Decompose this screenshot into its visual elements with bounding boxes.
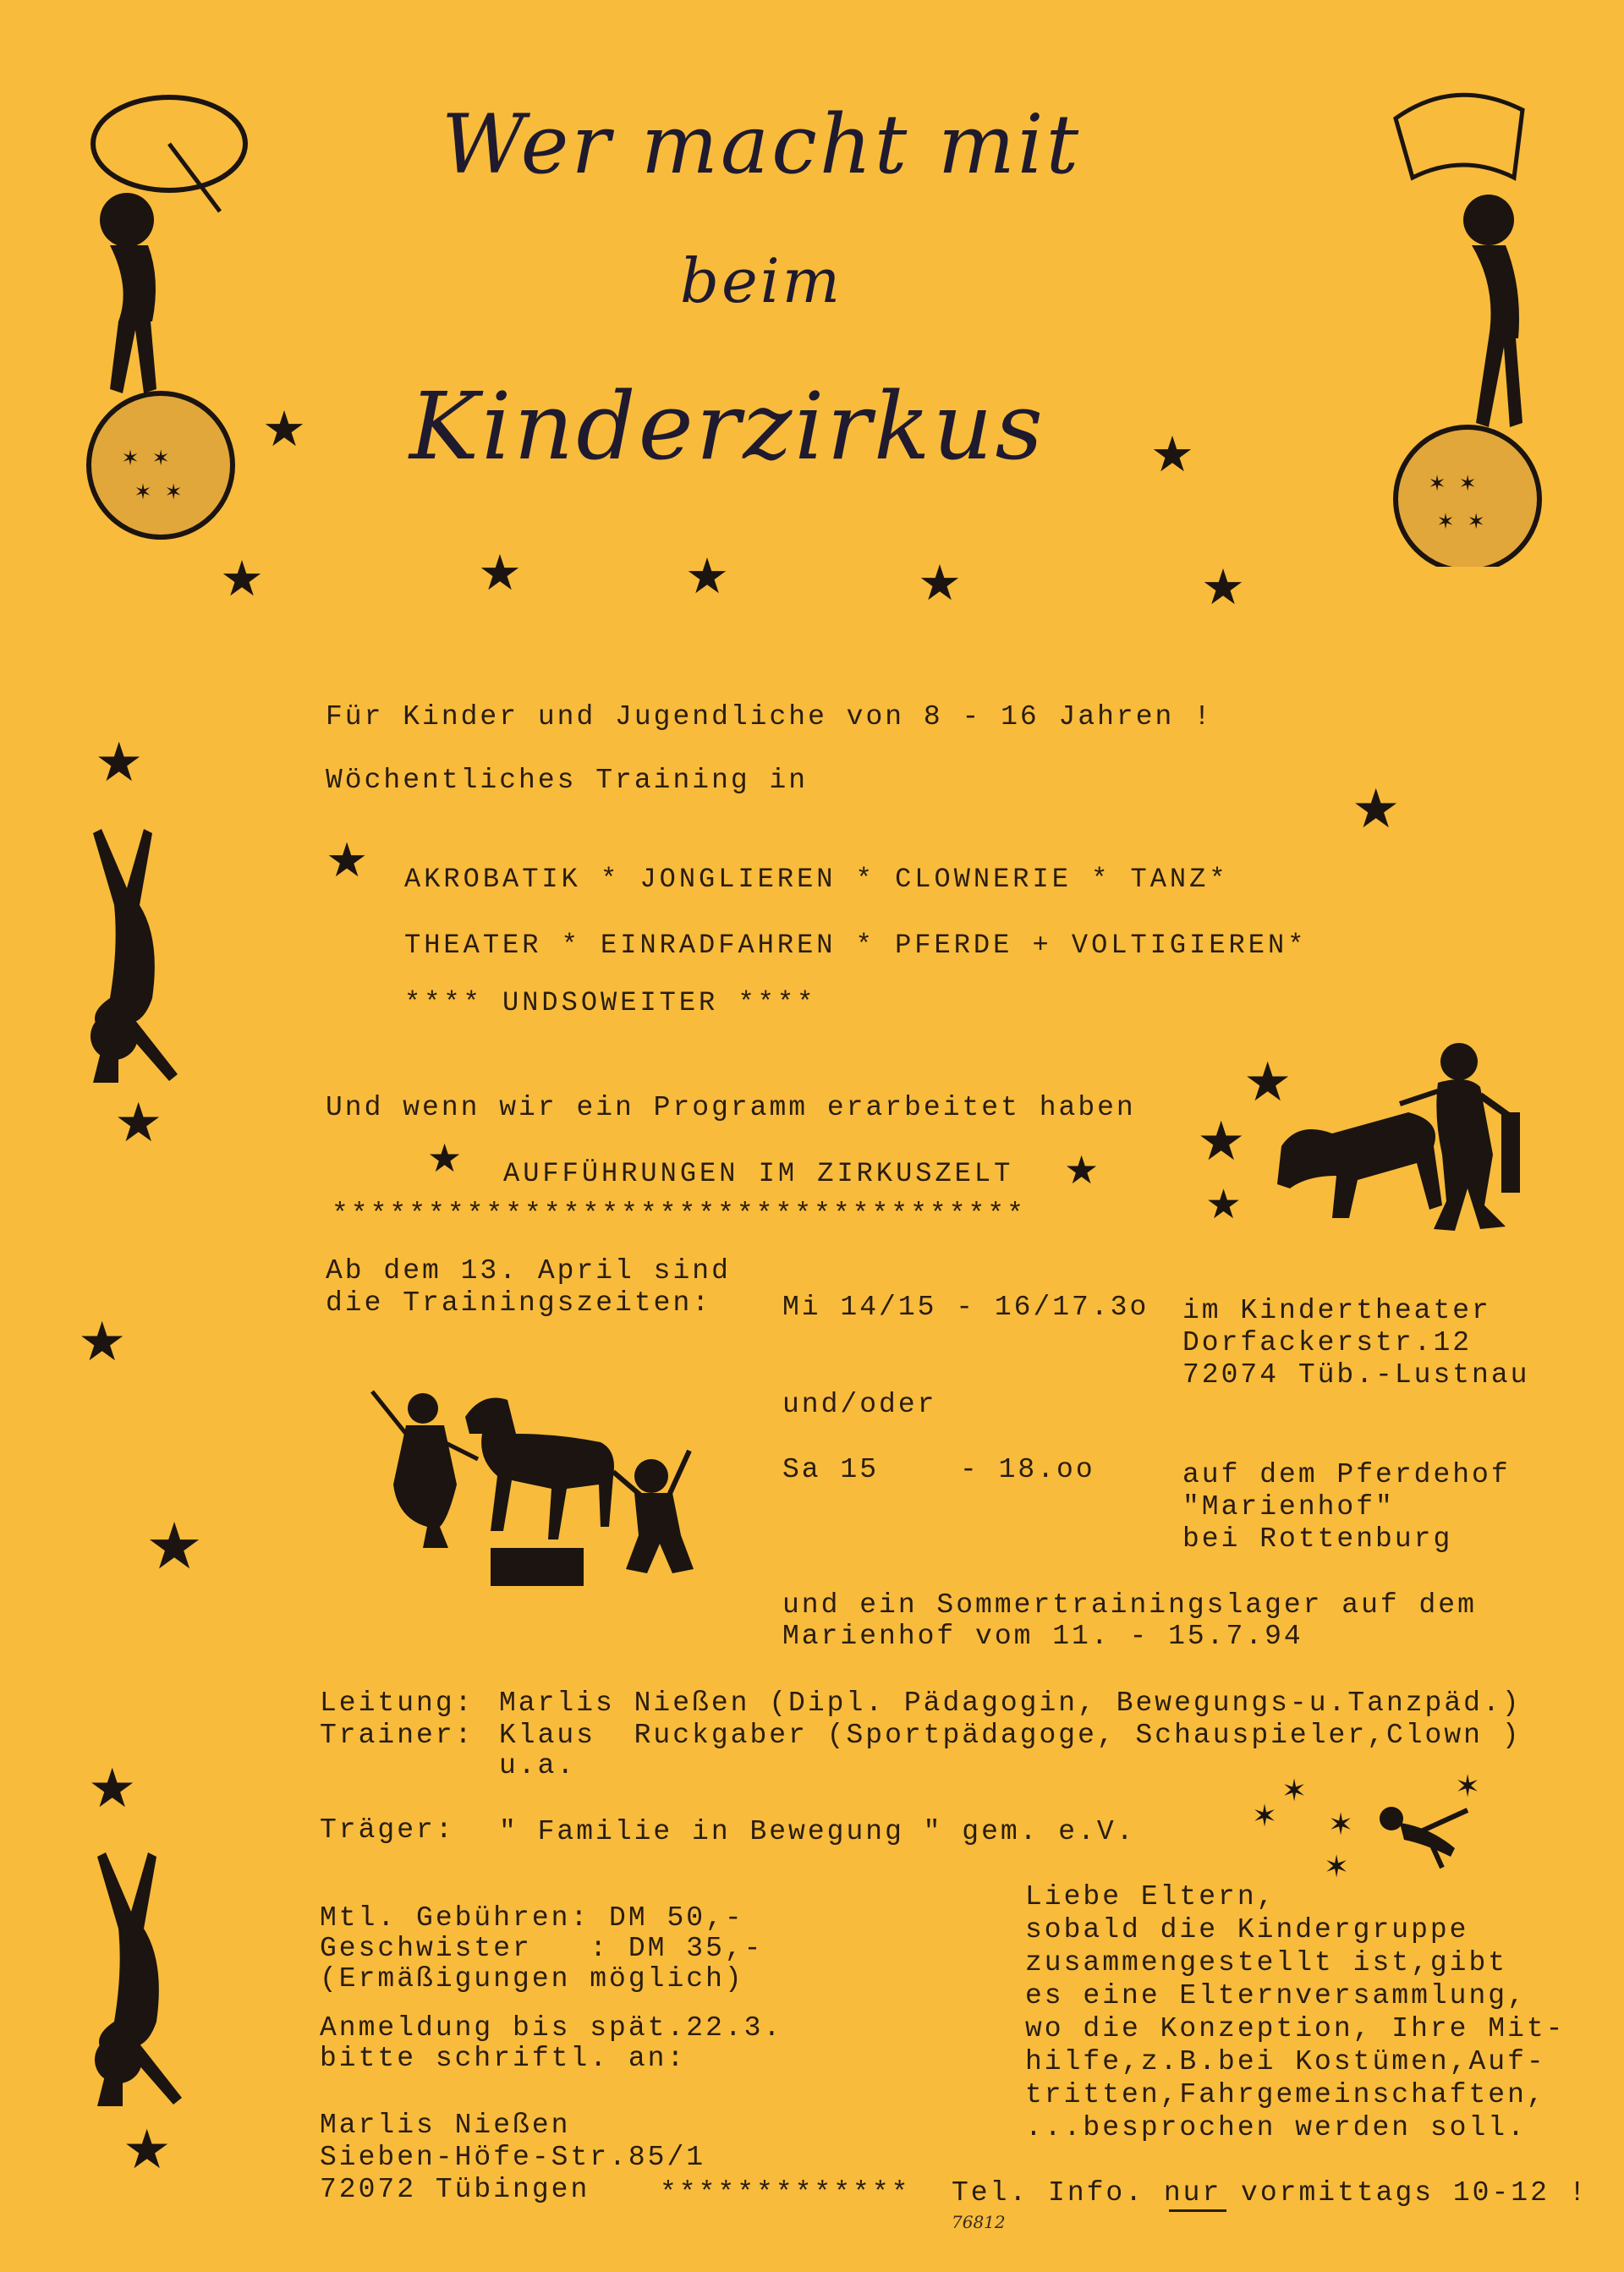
heading-line2: beim: [680, 245, 842, 316]
registration-street: Sieben-Höfe-Str.85/1: [320, 2142, 706, 2173]
schedule-slot2-place-line3: bei Rottenburg: [1182, 1523, 1453, 1555]
star-icon: ★: [145, 1508, 204, 1583]
schedule-intro-line2: die Trainingszeiten:: [326, 1287, 712, 1319]
star-icon: ★: [114, 1092, 163, 1155]
clowns-with-horse-silhouette: [364, 1383, 702, 1594]
intro-audience: Für Kinder und Jugendliche von 8 - 16 Jahren !: [326, 701, 1213, 733]
leitung-value: Marlis Nießen (Dipl. Pädagogin, Bewegungs-u.Tanzpäd.): [499, 1688, 1522, 1719]
parents-note-line1: Liebe Eltern,: [1025, 1881, 1276, 1913]
intro-weekly: Wöchentliches Training in: [326, 765, 809, 796]
star-icon: ✶: [1328, 1808, 1354, 1842]
star-icon: ✶: [1281, 1774, 1308, 1808]
registration-stars: *************: [660, 2177, 911, 2209]
star-icon: ★: [78, 1311, 127, 1374]
star-icon: ✶: [1252, 1799, 1278, 1834]
star-icon: ★: [326, 833, 369, 888]
acrobat-on-ball-silhouette: [1362, 68, 1565, 567]
acrobat-on-ball-silhouette: [51, 68, 254, 541]
activities-line1: AKROBATIK * JONGLIEREN * CLOWNERIE * TANZ*: [404, 864, 1229, 895]
schedule-camp-line1: und ein Sommertrainingslager auf dem: [782, 1589, 1477, 1621]
parents-note-line8: ...besprochen werden soll.: [1025, 2112, 1527, 2143]
trainer-label: Trainer:: [320, 1720, 475, 1751]
star-icon: ★: [1352, 778, 1401, 841]
fees-line1: Mtl. Gebühren: DM 50,-: [320, 1902, 744, 1934]
parents-note-line6: hilfe,z.B.bei Kostümen,Auf-: [1025, 2046, 1546, 2077]
parents-note-line7: tritten,Fahrgemeinschaften,: [1025, 2079, 1546, 2110]
clown-with-dog-silhouette: [1265, 1036, 1544, 1243]
star-icon: ★: [123, 2119, 172, 2181]
fees-line2: Geschwister : DM 35,-: [320, 1933, 764, 1964]
registration-tel: Tel. Info. nur vormittags 10-12 !: [952, 2177, 1588, 2209]
star-icon: ★: [1197, 1111, 1246, 1173]
schedule-slot2-place-line2: "Marienhof": [1182, 1491, 1395, 1523]
registration-line1: Anmeldung bis spät.22.3.: [320, 2012, 783, 2044]
traeger-label: Träger:: [320, 1814, 455, 1846]
schedule-slot1-place-line1: im Kindertheater: [1182, 1295, 1491, 1326]
activities-line3: **** UNDSOWEITER ****: [404, 987, 817, 1018]
star-icon: ★: [1243, 1051, 1292, 1114]
trainer-value: Klaus Ruckgaber (Sportpädagoge, Schauspieler,Clown ): [499, 1720, 1522, 1751]
tel-underline: [1169, 2209, 1226, 2212]
svg-text:✶ ✶: ✶ ✶: [1438, 508, 1484, 537]
schedule-camp-line2: Marienhof vom 11. - 15.7.94: [782, 1621, 1303, 1652]
traeger-value: " Familie in Bewegung " gem. e.V.: [499, 1816, 1136, 1847]
svg-text:✶ ✶: ✶ ✶: [135, 479, 182, 508]
star-icon: ★: [262, 400, 306, 458]
schedule-slot1-time: Mi 14/15 - 16/17.3o: [782, 1292, 1149, 1323]
heading-line3: Kinderzirkus: [409, 372, 1045, 480]
parents-note-line2: sobald die Kindergruppe: [1025, 1914, 1469, 1945]
parents-note-line3: zusammengestellt ist,gibt: [1025, 1947, 1508, 1978]
schedule-slot2-end: - 18.oo: [960, 1454, 1095, 1485]
star-icon: ★: [88, 1758, 137, 1820]
leitung-label: Leitung:: [320, 1688, 475, 1719]
star-icon: ★: [1201, 558, 1245, 616]
juggler-silhouette: [68, 812, 195, 1091]
schedule-or: und/oder: [782, 1389, 937, 1420]
registration-city: 72072 Tübingen: [320, 2174, 590, 2205]
trainer-extra: u.a.: [499, 1750, 577, 1781]
star-icon: ★: [1150, 425, 1194, 483]
parents-note-line5: wo die Konzeption, Ihre Mit-: [1025, 2013, 1566, 2044]
star-icon: ★: [220, 550, 264, 607]
handwritten-number: 76812: [952, 2212, 1006, 2232]
star-icon: ★: [1064, 1147, 1100, 1193]
schedule-intro-line1: Ab dem 13. April sind: [326, 1255, 731, 1287]
registration-line2: bitte schriftl. an:: [320, 2043, 687, 2074]
juggler-silhouette: [72, 1836, 199, 2115]
registration-name: Marlis Nießen: [320, 2110, 571, 2141]
star-icon: ★: [918, 554, 962, 612]
star-icon: ★: [1205, 1181, 1243, 1228]
svg-text:✶ ✶: ✶ ✶: [1429, 470, 1476, 499]
svg-text:✶ ✶: ✶ ✶: [123, 445, 169, 474]
star-icon: ★: [427, 1135, 463, 1181]
star-icon: ✶: [1455, 1770, 1481, 1804]
star-icon: ★: [685, 547, 729, 605]
program-text: Und wenn wir ein Programm erarbeitet haben: [326, 1092, 1136, 1123]
program-performances: AUFFÜHRUNGEN IM ZIRKUSZELT: [503, 1158, 1014, 1189]
flying-acrobat-silhouette: [1370, 1802, 1480, 1869]
fees-line3: (Ermäßigungen möglich): [320, 1963, 744, 1995]
heading-line1: Wer macht mit: [441, 97, 1082, 192]
schedule-slot2-place-line1: auf dem Pferdehof: [1182, 1459, 1511, 1490]
schedule-slot2-day: Sa 15: [782, 1454, 880, 1485]
schedule-slot1-place-line3: 72074 Tüb.-Lustnau: [1182, 1359, 1530, 1391]
star-icon: ✶: [1324, 1850, 1350, 1885]
star-icon: ★: [95, 732, 144, 794]
parents-note-line4: es eine Elternversammlung,: [1025, 1980, 1527, 2011]
program-separator: ************************************: [332, 1199, 1026, 1230]
activities-line2: THEATER * EINRADFAHREN * PFERDE + VOLTIGIEREN*: [404, 930, 1308, 961]
star-icon: ★: [478, 544, 522, 601]
schedule-slot1-place-line2: Dorfackerstr.12: [1182, 1327, 1473, 1358]
